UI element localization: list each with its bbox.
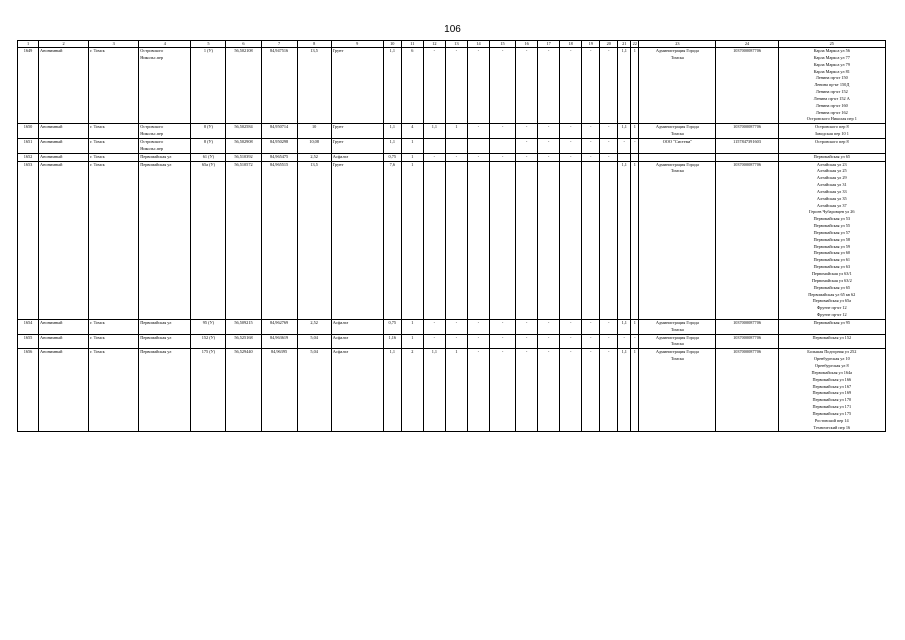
table-cell: - xyxy=(423,48,445,124)
table-cell xyxy=(423,161,445,319)
table-cell: 0,75 xyxy=(383,153,401,161)
table-cell: 10 xyxy=(297,124,331,139)
table-cell xyxy=(538,161,560,319)
column-number: 12 xyxy=(423,41,445,48)
table-cell: Администрация Города Томска xyxy=(639,349,716,432)
table-cell: 1652 xyxy=(18,153,39,161)
page-number: 106 xyxy=(444,24,461,35)
table-cell: - xyxy=(560,48,582,124)
table-cell: - xyxy=(538,153,560,161)
column-number-row xyxy=(18,41,886,48)
table-cell: - xyxy=(467,349,489,432)
table-cell: - xyxy=(560,153,582,161)
table-cell xyxy=(445,161,467,319)
table-cell: Островского пер 8 xyxy=(778,138,885,153)
table-cell: 1037000087706 xyxy=(716,349,778,432)
table-cell: - xyxy=(445,153,467,161)
column-number: 8 xyxy=(297,41,331,48)
table-cell: 84,950298 xyxy=(261,138,297,153)
table-cell: - xyxy=(600,319,618,334)
table-cell: - xyxy=(516,124,538,139)
table-cell: Администрация Города Томска xyxy=(639,124,716,139)
table-cell: - xyxy=(600,138,618,153)
table-row xyxy=(18,161,886,319)
table-cell: Администрация Города Томска xyxy=(639,319,716,334)
table-cell: 1 xyxy=(631,161,639,319)
table-cell: 1,1 xyxy=(383,138,401,153)
table-cell: 1,1 xyxy=(423,349,445,432)
column-number: 2 xyxy=(39,41,89,48)
table-cell: 1037000087706 xyxy=(716,161,778,319)
table-cell: 1037000087706 xyxy=(716,319,778,334)
table-cell: Первомайская ул 152 xyxy=(778,334,885,349)
table-cell: Анонимный xyxy=(39,138,89,153)
table-cell: 84,947516 xyxy=(261,48,297,124)
table-cell: 1654 xyxy=(18,319,39,334)
table-cell xyxy=(445,138,467,153)
table-cell: - xyxy=(538,48,560,124)
table-cell: 1650 xyxy=(18,124,39,139)
table-cell: Анонимный xyxy=(39,319,89,334)
table-cell: Островского Никольс.пер xyxy=(139,138,191,153)
table-row xyxy=(18,124,886,139)
table-cell: 1 xyxy=(401,334,423,349)
table-cell: 65а (У) xyxy=(191,161,226,319)
table-cell xyxy=(582,161,600,319)
table-cell: 1,1 xyxy=(383,48,401,124)
column-number: 4 xyxy=(139,41,191,48)
table-cell: - xyxy=(560,124,582,139)
table-cell: Грунт xyxy=(331,138,383,153)
table-cell: - xyxy=(490,319,516,334)
table-cell: 1655 xyxy=(18,334,39,349)
table-cell: Первомайская ул xyxy=(139,319,191,334)
table-cell: - xyxy=(600,153,618,161)
table-cell: 84,965515 xyxy=(261,161,297,319)
table-cell: - xyxy=(582,349,600,432)
table-cell: 1 xyxy=(401,138,423,153)
table-cell: 1653 xyxy=(18,161,39,319)
table-cell: 0,75 xyxy=(383,319,401,334)
column-number: 18 xyxy=(560,41,582,48)
table-cell: Анонимный xyxy=(39,48,89,124)
table-cell: 1 xyxy=(401,319,423,334)
table-cell: 1,1 xyxy=(618,349,631,432)
table-cell xyxy=(516,161,538,319)
table-cell: - xyxy=(560,138,582,153)
table-cell xyxy=(716,153,778,161)
table-cell: - xyxy=(560,319,582,334)
table-cell: 1,1 xyxy=(618,319,631,334)
column-number: 11 xyxy=(401,41,423,48)
table-cell xyxy=(618,153,631,161)
table-cell xyxy=(560,161,582,319)
table-cell: Грунт xyxy=(331,48,383,124)
table-cell: 1 xyxy=(631,319,639,334)
table-cell: Администрация Города Томска xyxy=(639,334,716,349)
table-cell: - xyxy=(516,319,538,334)
table-cell: 13,5 xyxy=(297,161,331,319)
table-cell: - xyxy=(467,153,489,161)
table-cell: 8 (У) xyxy=(191,124,226,139)
table-cell: Первомайская ул xyxy=(139,153,191,161)
table-cell: - xyxy=(490,153,516,161)
table-cell: - xyxy=(618,138,631,153)
column-number: 24 xyxy=(716,41,778,48)
table-cell: - xyxy=(600,48,618,124)
table-cell xyxy=(639,153,716,161)
table-cell: 1 xyxy=(631,124,639,139)
table-row xyxy=(18,48,886,124)
table-cell: Грунт xyxy=(331,124,383,139)
table-cell: 1037000087706 xyxy=(716,124,778,139)
table-cell: 1,1 xyxy=(618,161,631,319)
table-cell: 1656 xyxy=(18,349,39,432)
table-cell: 1 xyxy=(401,153,423,161)
table-cell: 95 (У) xyxy=(191,319,226,334)
table-cell: Администрация Города Томска xyxy=(639,161,716,319)
table-cell: Островского Никольс.пер xyxy=(139,124,191,139)
table-cell: Асфальт xyxy=(331,349,383,432)
table-cell: 5,04 xyxy=(297,334,331,349)
table-cell: 1,1 xyxy=(423,124,445,139)
table-cell: Алтайская ул 23 Алтайская ул 25 Алтайская ул 29 Алтайская ул 31 Алтайская ул 33 Алтайская ул 35 Алтайская ул 37 Героев Чубаровцев ул 26 Первомайская ул 53 Первомайская ул 55 Первомайская ул 57 Первомайская ул 58 Первомайская ул 59 Первомайская ул 60 Первомайская ул 61 Первомайская ул 63 Первомайская ул 63/1 Первомайская ул 63/2 Первомайская ул 65 Первомайская ул 65 кв 62 Первомайская ул 65а Фрунзе пр-кт 12 Фрунзе пр-кт 12 xyxy=(778,161,885,319)
table-cell: г. Томск xyxy=(89,153,139,161)
table-cell: - xyxy=(582,334,600,349)
table-cell: - xyxy=(490,334,516,349)
table-cell xyxy=(490,161,516,319)
table-cell: 152 (У) xyxy=(191,334,226,349)
table-cell: 56,529440 xyxy=(226,349,261,432)
table-cell: - xyxy=(516,138,538,153)
table-cell: Анонимный xyxy=(39,161,89,319)
table-cell: - xyxy=(631,138,639,153)
table-cell: 84,962769 xyxy=(261,319,297,334)
table-cell: - xyxy=(582,124,600,139)
table-cell: - xyxy=(490,124,516,139)
table-cell: 10,08 xyxy=(297,138,331,153)
table-cell: г. Томск xyxy=(89,349,139,432)
table-cell: Анонимный xyxy=(39,124,89,139)
table-cell xyxy=(600,161,618,319)
table-cell: г. Томск xyxy=(89,334,139,349)
table-cell: 2 xyxy=(401,349,423,432)
table-cell: Первомайская ул 95 xyxy=(778,319,885,334)
table-cell: - xyxy=(538,349,560,432)
table-cell: 56,510572 xyxy=(226,161,261,319)
table-row xyxy=(18,349,886,432)
table-cell: - xyxy=(516,153,538,161)
table-cell xyxy=(467,138,489,153)
table-row xyxy=(18,334,886,349)
table-cell: 1,1 xyxy=(618,48,631,124)
column-number: 9 xyxy=(331,41,383,48)
table-cell xyxy=(490,138,516,153)
table-cell: - xyxy=(600,334,618,349)
table-cell: - xyxy=(538,319,560,334)
table-cell: Анонимный xyxy=(39,153,89,161)
table-cell: г. Томск xyxy=(89,48,139,124)
column-number: 13 xyxy=(445,41,467,48)
table-cell: - xyxy=(423,334,445,349)
table-cell: 1 xyxy=(445,349,467,432)
table-cell: - xyxy=(490,48,516,124)
table-cell: Первомайская ул xyxy=(139,349,191,432)
table-cell: 1,1 xyxy=(618,124,631,139)
table-cell: 4 xyxy=(401,124,423,139)
table-cell: 56,525168 xyxy=(226,334,261,349)
table-cell: - xyxy=(467,334,489,349)
table-cell: 6 xyxy=(401,48,423,124)
table-cell: 56,502108 xyxy=(226,48,261,124)
column-number: 10 xyxy=(383,41,401,48)
table-cell: - xyxy=(600,124,618,139)
column-number: 7 xyxy=(261,41,297,48)
column-number: 17 xyxy=(538,41,560,48)
table-cell: 56,502908 xyxy=(226,138,261,153)
table-cell: 8 (У) xyxy=(191,138,226,153)
column-number: 21 xyxy=(618,41,631,48)
register-table xyxy=(17,40,886,432)
table-cell: 1651 xyxy=(18,138,39,153)
table-cell: - xyxy=(516,334,538,349)
column-number: 22 xyxy=(632,41,637,46)
table-cell: - xyxy=(467,48,489,124)
table-cell: Администрация Города Томска xyxy=(639,48,716,124)
column-number: 23 xyxy=(639,41,716,48)
table-cell: 1 xyxy=(631,349,639,432)
table-cell: 1037000087706 xyxy=(716,48,778,124)
table-cell: - xyxy=(538,138,560,153)
table-cell: 13,5 xyxy=(297,48,331,124)
column-number: 6 xyxy=(226,41,261,48)
table-cell: Грунт xyxy=(331,161,383,319)
table-cell: 1037000087706 xyxy=(716,334,778,349)
table-cell: Асфальт xyxy=(331,334,383,349)
table-cell: 1,16 xyxy=(383,334,401,349)
table-cell: Большая Подгорная ул 252 Оренбургская ул 10 Оренбургская ул 8 Первомайская ул 164а Первомайская ул 166 Первомайская ул 167 Первомайская ул 169 Первомайская ул 170 Первомайская ул 171 Первомайская ул 175 Ростовский пер 14 Технический пер 16 xyxy=(778,349,885,432)
table-cell: - xyxy=(618,334,631,349)
table-cell: 84,965475 xyxy=(261,153,297,161)
table-cell: - xyxy=(582,48,600,124)
table-cell: Первомайская ул 65 xyxy=(778,153,885,161)
table-cell: 84,950714 xyxy=(261,124,297,139)
table-cell: Анонимный xyxy=(39,334,89,349)
table-cell: - xyxy=(445,334,467,349)
table-row xyxy=(18,319,886,334)
table-cell: - xyxy=(582,319,600,334)
table-cell: - xyxy=(600,349,618,432)
column-number: 15 xyxy=(490,41,516,48)
table-cell: 1649 xyxy=(18,48,39,124)
column-number: 25 xyxy=(778,41,885,48)
table-cell: 1 (У) xyxy=(191,48,226,124)
table-cell: 175 (У) xyxy=(191,349,226,432)
table-cell: г. Томск xyxy=(89,161,139,319)
table-cell: г. Томск xyxy=(89,319,139,334)
table-cell: - xyxy=(423,153,445,161)
column-number: 20 xyxy=(600,41,618,48)
table-row xyxy=(18,138,886,153)
table-cell: - xyxy=(516,48,538,124)
table-cell: г. Томск xyxy=(89,124,139,139)
table-cell: Карла Маркса ул 56 Карла Маркса ул 77 Карла Маркса ул 79 Карла Маркса ул 81 Ленина пр-кт 150 Ленина пр-кт 150Д Ленина пр-кт 152 Ленина пр-кт 152 А Ленина пр-кт 160 Ленина пр-кт 162 Островского Николая пер 1 xyxy=(778,48,885,124)
table-cell: - xyxy=(467,319,489,334)
table-cell: 2,52 xyxy=(297,319,331,334)
table-cell: 61 (У) xyxy=(191,153,226,161)
table-cell: - xyxy=(423,319,445,334)
table-cell: - xyxy=(445,48,467,124)
table-cell: - xyxy=(631,334,639,349)
table-cell: - xyxy=(538,124,560,139)
table-cell: 56,509215 xyxy=(226,319,261,334)
table-row xyxy=(18,153,886,161)
table-cell: г. Томск xyxy=(89,138,139,153)
table-cell: 56,510392 xyxy=(226,153,261,161)
table-cell: Первомайская ул xyxy=(139,161,191,319)
column-number: 5 xyxy=(191,41,226,48)
column-number: 14 xyxy=(467,41,489,48)
table-cell: 84,96395 xyxy=(261,349,297,432)
table-cell: - xyxy=(560,349,582,432)
table-cell: 2,52 xyxy=(297,153,331,161)
table-cell: 1 xyxy=(401,161,423,319)
table-cell: Островского пер 8 Заводская пер 10 1 xyxy=(778,124,885,139)
column-number: 3 xyxy=(89,41,139,48)
table-cell: 1157847391603 xyxy=(716,138,778,153)
table-cell: - xyxy=(560,334,582,349)
table-cell: Анонимный xyxy=(39,349,89,432)
table-cell xyxy=(467,161,489,319)
table-cell: 1,1 xyxy=(383,349,401,432)
table-cell: Островского Никольс.пер xyxy=(139,48,191,124)
table-cell: Асфальт xyxy=(331,153,383,161)
table-cell: ООО "Система" xyxy=(639,138,716,153)
table-cell: 1,1 xyxy=(383,124,401,139)
table-cell: - xyxy=(467,124,489,139)
table-cell: - xyxy=(516,349,538,432)
table-cell: - xyxy=(538,334,560,349)
table-cell: 1 xyxy=(631,48,639,124)
table-cell: - xyxy=(490,349,516,432)
table-cell xyxy=(631,153,639,161)
column-number: 1 xyxy=(18,41,39,48)
table-cell: 7,6 xyxy=(383,161,401,319)
column-number: 16 xyxy=(516,41,538,48)
table-cell: Асфальт xyxy=(331,319,383,334)
table-cell: - xyxy=(582,138,600,153)
table-cell: Первомайская ул xyxy=(139,334,191,349)
table-cell xyxy=(423,138,445,153)
table-cell: 84,963619 xyxy=(261,334,297,349)
column-number: 19 xyxy=(582,41,600,48)
table-cell: - xyxy=(445,319,467,334)
table-cell: - xyxy=(582,153,600,161)
table-cell: 1 xyxy=(445,124,467,139)
table-cell: 5,04 xyxy=(297,349,331,432)
table-cell: 56,502584 xyxy=(226,124,261,139)
